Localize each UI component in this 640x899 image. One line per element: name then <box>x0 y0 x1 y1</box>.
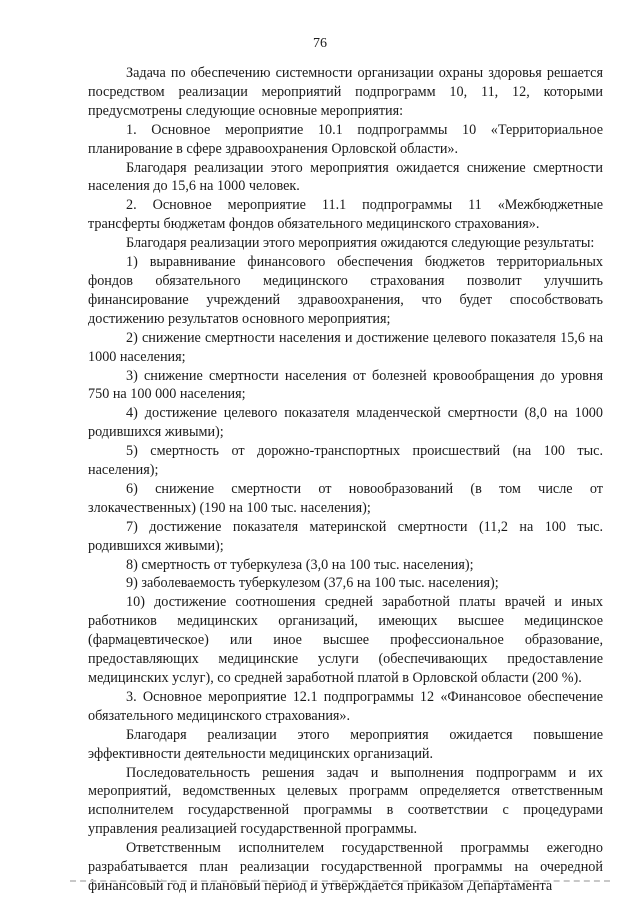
paragraph: 3. Основное мероприятие 12.1 подпрограммы 12 «Финансовое обеспечение обязательного медицинского страхования». <box>88 688 603 724</box>
paragraph: Последовательность решения задач и выполнения подпрограмм и их мероприятий, ведомственных целевых программ определяется ответственным исполнителем государственной программы в соответствии с процедурами управления реализацией государственной программы. <box>88 764 603 838</box>
paragraph: Ответственным исполнителем государственной программы ежегодно разрабатывается план реализации государственной программы на очередной финансовый год и плановый период и утверждается приказом Департамента <box>88 840 603 894</box>
list-item: 9) заболеваемость туберкулезом (37,6 на 100 тыс. населения); <box>126 575 499 592</box>
list-item: 2) снижение смертности населения и достижение целевого показателя 15,6 на 1000 населения; <box>88 329 603 365</box>
paragraph: 2. Основное мероприятие 11.1 подпрограммы 11 «Межбюджетные трансферты бюджетам фондов обязательного медицинского страхования». <box>88 197 603 233</box>
list-item: 10) достижение соотношения средней заработной платы врачей и иных работников медицинских организаций, имеющих высшее медицинское (фармацевтическое) или иное высшее профессиональное образование, предоставляющих медицинские услуги (обеспечивающих предоставление медицинских услуг), со средней заработной платой в Орловской области (200 %). <box>88 594 603 686</box>
list-item: 4) достижение целевого показателя младенческой смертности (8,0 на 1000 родившихся живыми); <box>88 405 603 441</box>
list-item: 8) смертность от туберкулеза (3,0 на 100 тыс. населения); <box>126 556 474 573</box>
page-number: 76 <box>313 36 327 51</box>
paragraph: 1. Основное мероприятие 10.1 подпрограммы 10 «Территориальное планирование в сфере здравоохранения Орловской области». <box>88 121 603 157</box>
list-item: 6) снижение смертности от новообразований (в том числе от злокачественных) (190 на 100 тыс. населения); <box>88 480 603 516</box>
document-body <box>88 64 603 896</box>
paragraph: Благодаря реализации этого мероприятия ожидаются следующие результаты: <box>126 235 595 252</box>
paragraph: Благодаря реализации этого мероприятия ожидается снижение смертности населения до 15,6 на 1000 человек. <box>88 159 603 195</box>
list-item: 7) достижение показателя материнской смертности (11,2 на 100 тыс. родившихся живыми); <box>88 518 603 554</box>
list-item: 1) выравнивание финансового обеспечения бюджетов территориальных фондов обязательного медицинского страхования позволит улучшить финансирование учреждений здравоохранения, что будет способствовать достижению результатов основного мероприятия; <box>88 254 603 327</box>
list-item: 3) снижение смертности населения от болезней кровообращения до уровня 750 на 100 000 населения; <box>88 367 603 403</box>
scan-edge-line <box>70 880 610 883</box>
paragraph: Задача по обеспечению системности организации охраны здоровья решается посредством реализации мероприятий подпрограмм 10, 11, 12, которыми предусмотрены следующие основные мероприятия: <box>88 65 603 119</box>
list-item: 5) смертность от дорожно-транспортных происшествий (на 100 тыс. населения); <box>88 443 603 479</box>
paragraph: Благодаря реализации этого мероприятия ожидается повышение эффективности деятельности медицинских организаций. <box>88 726 603 762</box>
